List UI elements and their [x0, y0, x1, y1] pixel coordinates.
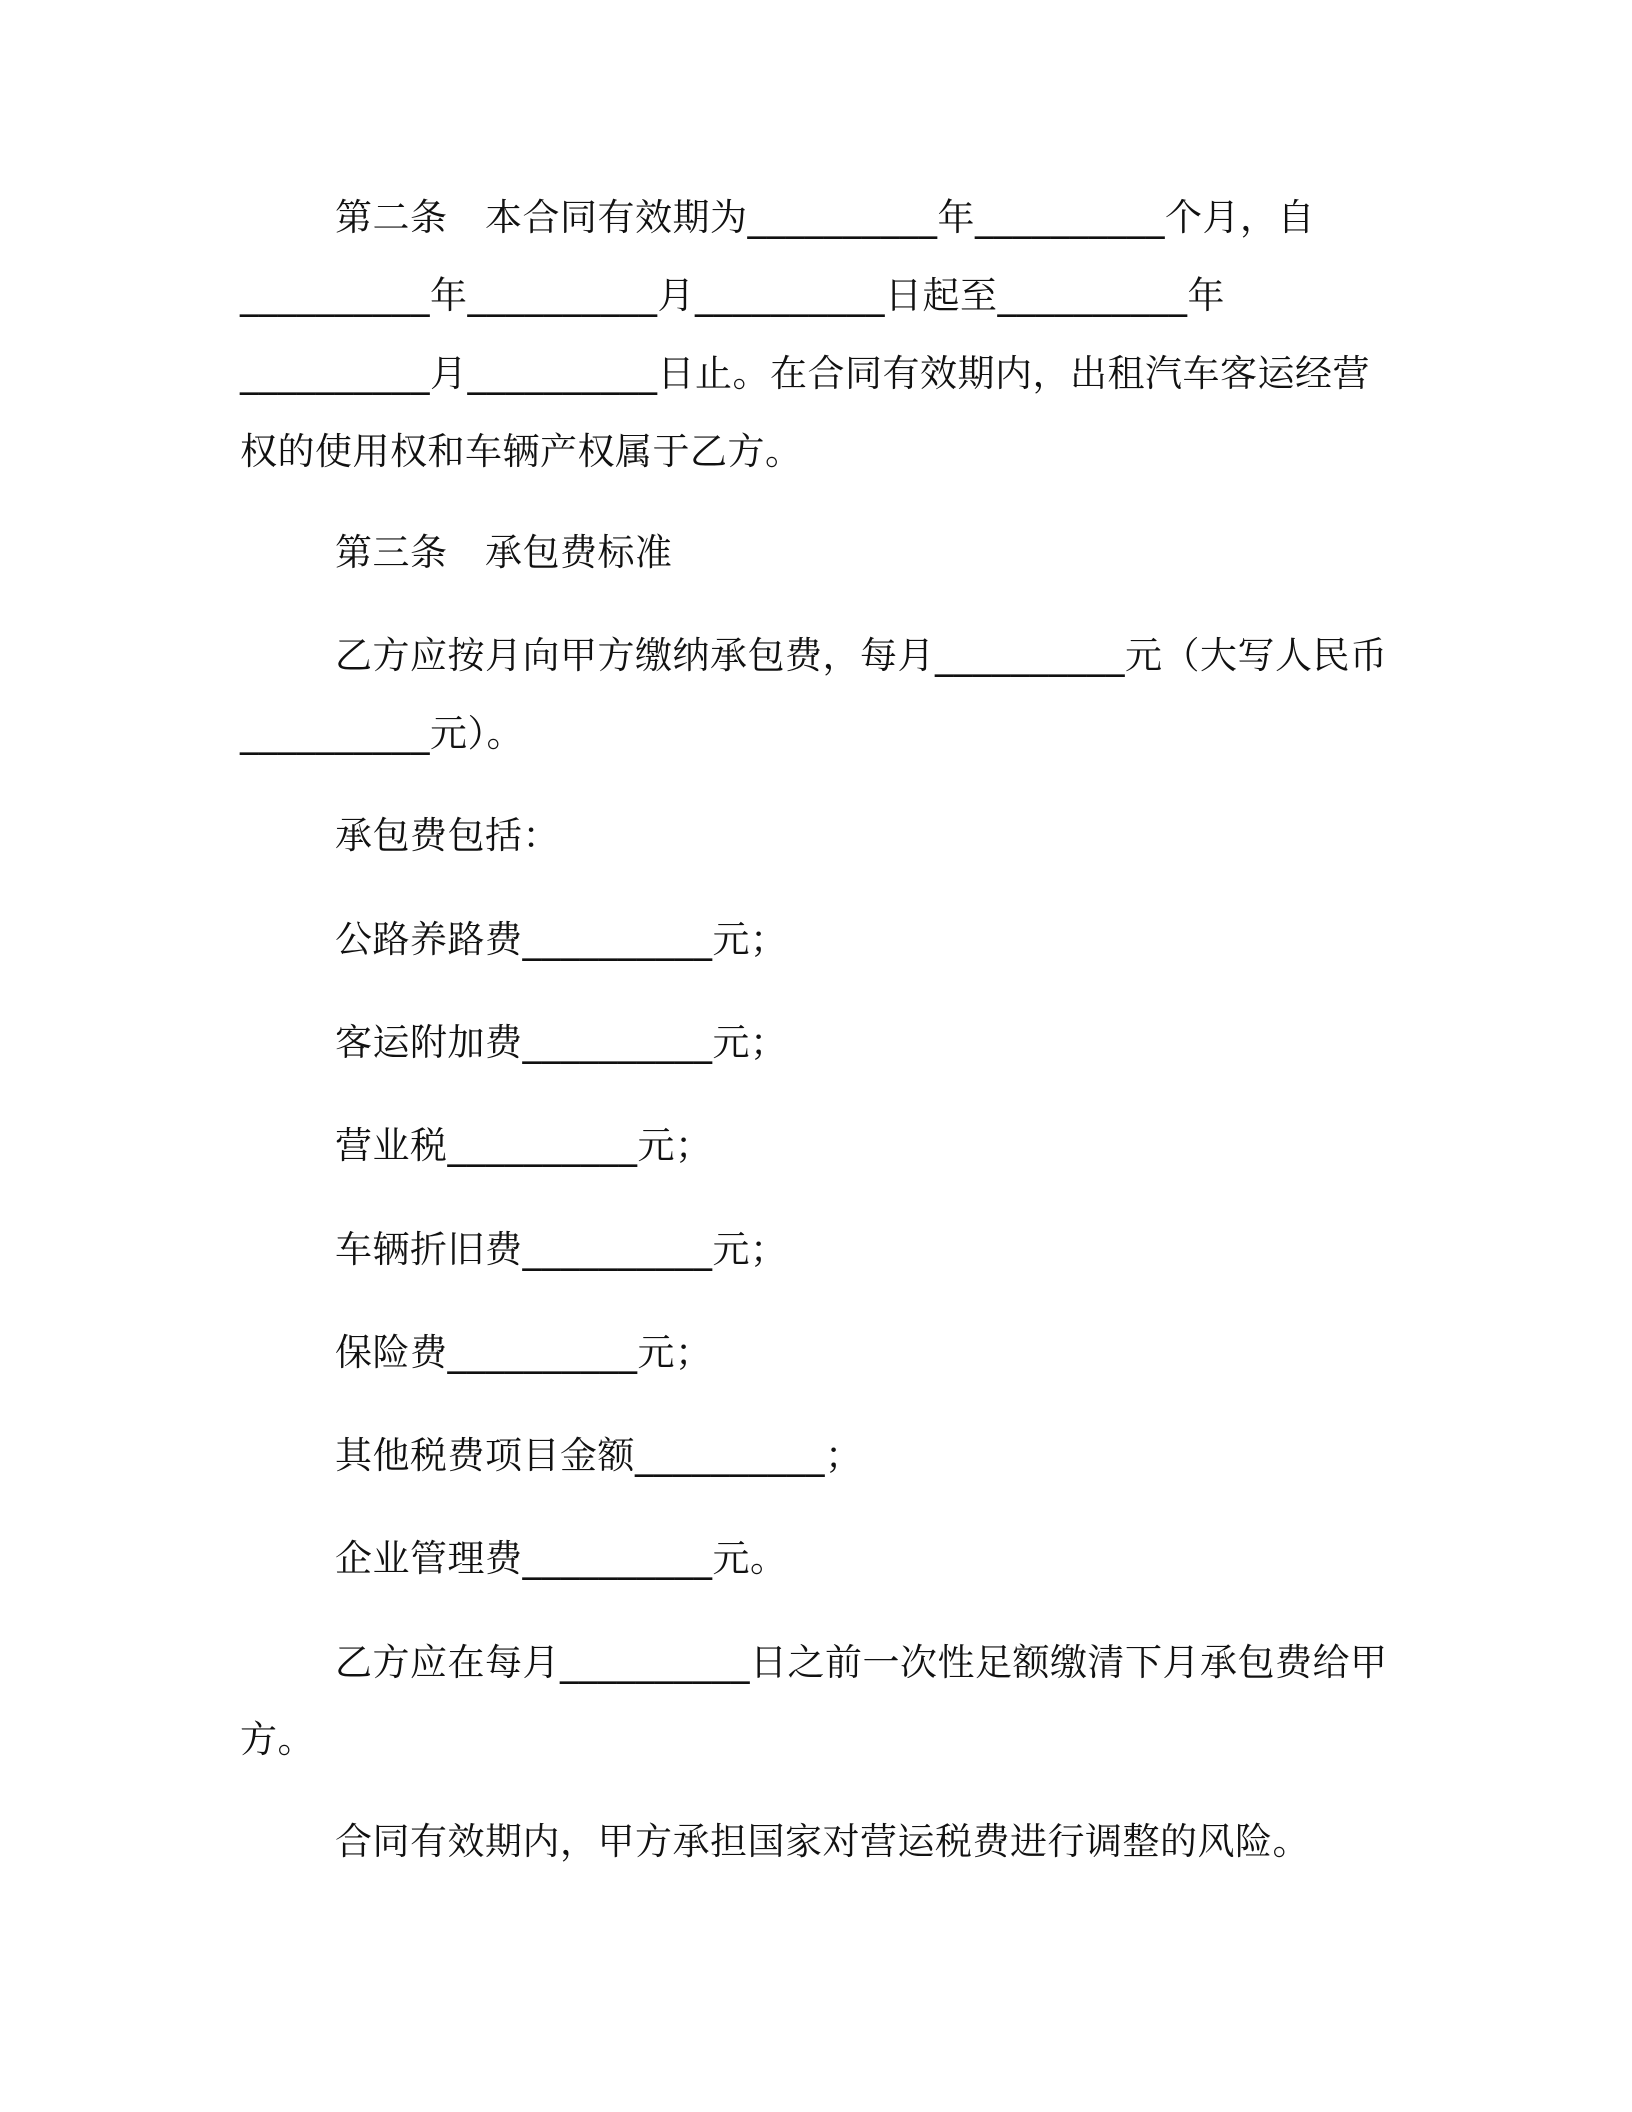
tax-risk-paragraph: 合同有效期内，甲方承担国家对营运税费进行调整的风险。 [335, 1820, 1310, 1863]
payment-deadline-line-2: 方。 [240, 1718, 315, 1761]
payment-deadline-line-1: 乙方应在每月__________日之前一次性足额缴清下月承包费给甲 [335, 1641, 1388, 1684]
fee-paragraph-line-1: 乙方应按月向甲方缴纳承包费，每月__________元（大写人民币 [335, 634, 1388, 677]
fee-includes-heading: 承包费包括： [335, 814, 560, 857]
fee-item-depreciation: 车辆折旧费__________元； [335, 1228, 788, 1271]
fee-item-business-tax: 营业税__________元； [335, 1124, 713, 1167]
fee-paragraph-line-2: __________元）。 [240, 712, 524, 755]
article-2-line-2: __________年__________月__________日起至__________年 [240, 274, 1225, 317]
article-2-line-3: __________月__________日止。在合同有效期内，出租汽车客运经营 [240, 352, 1370, 395]
fee-item-road-maintenance: 公路养路费__________元； [335, 918, 788, 961]
article-2-line-4: 权的使用权和车辆产权属于乙方。 [240, 430, 803, 473]
fee-item-passenger-surcharge: 客运附加费__________元； [335, 1021, 788, 1064]
fee-item-other-taxes: 其他税费项目金额__________； [335, 1434, 863, 1477]
article-2-line-1: 第二条 本合同有效期为__________年__________个月，自 [335, 196, 1315, 239]
fee-item-insurance: 保险费__________元； [335, 1331, 713, 1374]
fee-item-management: 企业管理费__________元。 [335, 1537, 788, 1580]
article-3-heading: 第三条 承包费标准 [335, 531, 673, 574]
